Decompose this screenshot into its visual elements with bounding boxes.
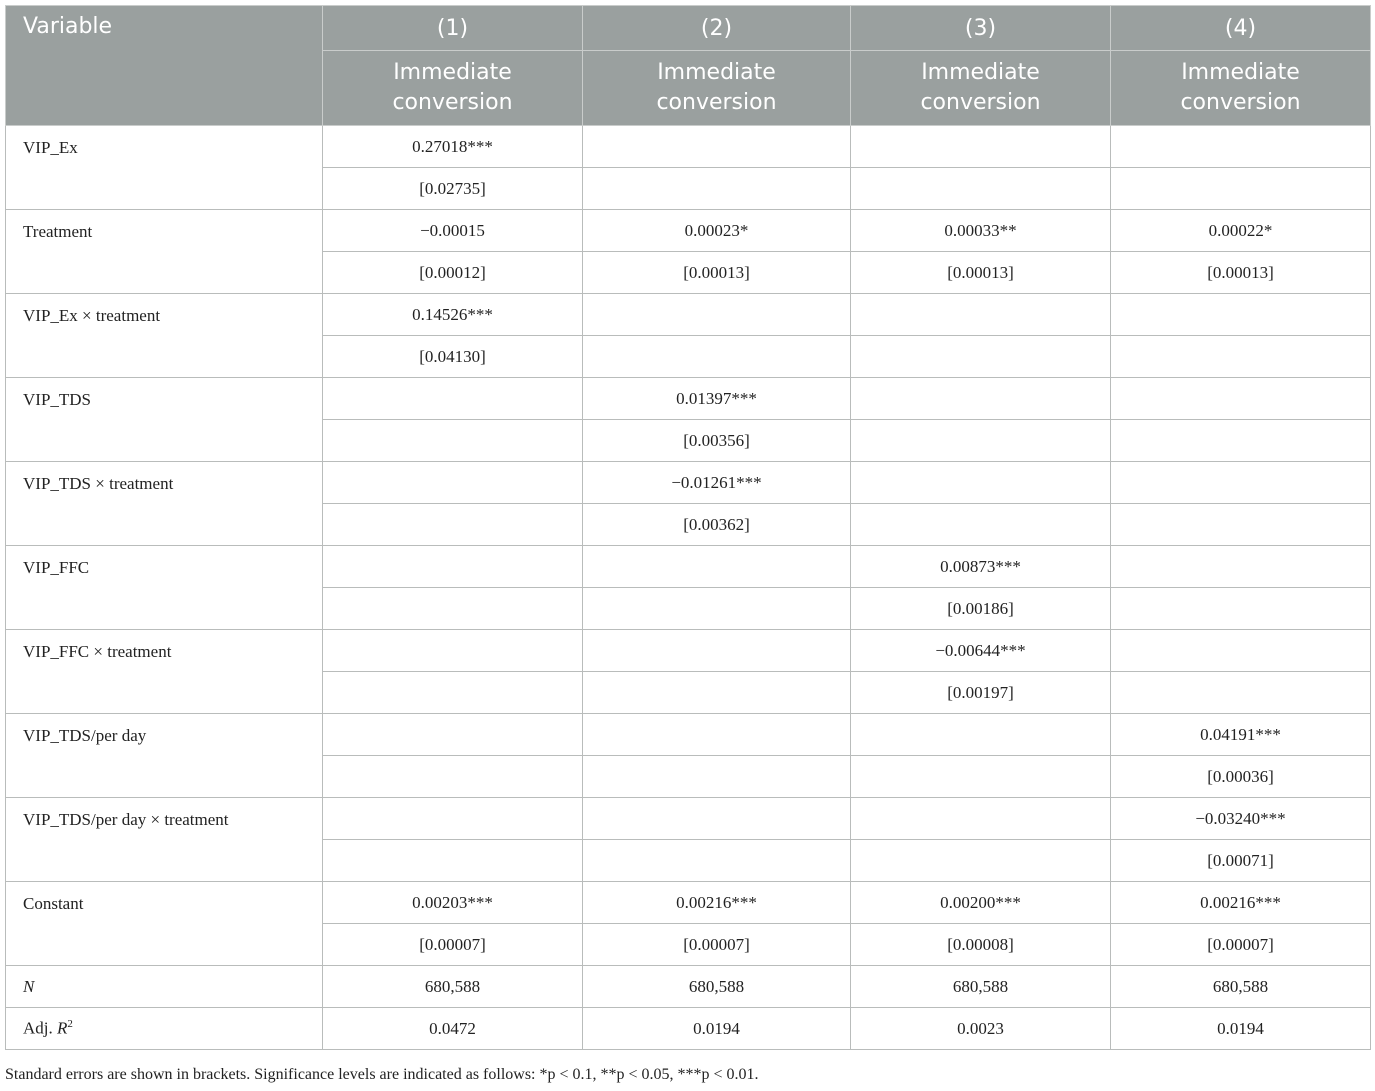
row-label: VIP_TDS × treatment xyxy=(6,462,323,546)
row-label-n: N xyxy=(6,966,323,1008)
se-cell xyxy=(1111,420,1371,462)
se-cell: [0.00197] xyxy=(851,672,1111,714)
header-col-1-line1: Immediate xyxy=(393,60,512,85)
se-cell xyxy=(583,336,851,378)
row-label: Treatment xyxy=(6,210,323,294)
se-cell: [0.00071] xyxy=(1111,840,1371,882)
coef-cell xyxy=(323,798,583,840)
row-label: VIP_FFC × treatment xyxy=(6,630,323,714)
se-cell: [0.04130] xyxy=(323,336,583,378)
row-label: VIP_TDS/per day xyxy=(6,714,323,798)
header-col-4-line1: Immediate xyxy=(1181,60,1300,85)
se-cell xyxy=(583,588,851,630)
se-cell: [0.00036] xyxy=(1111,756,1371,798)
se-cell: [0.00013] xyxy=(1111,252,1371,294)
row-label: VIP_TDS xyxy=(6,378,323,462)
se-cell xyxy=(323,420,583,462)
se-cell xyxy=(851,336,1111,378)
coef-cell xyxy=(851,126,1111,168)
row-label: VIP_TDS/per day × treatment xyxy=(6,798,323,882)
se-cell: [0.02735] xyxy=(323,168,583,210)
coef-cell xyxy=(1111,546,1371,588)
se-cell: [0.00362] xyxy=(583,504,851,546)
se-cell xyxy=(583,840,851,882)
table-row-coef xyxy=(6,462,1371,504)
coef-cell xyxy=(583,126,851,168)
coef-cell xyxy=(1111,630,1371,672)
header-col-2-line2: conversion xyxy=(656,90,777,115)
se-cell xyxy=(583,672,851,714)
coef-cell: 0.01397*** xyxy=(583,378,851,420)
r2-label-sup: 2 xyxy=(67,1018,73,1031)
header-col-3-line1: Immediate xyxy=(921,60,1040,85)
se-cell: [0.00186] xyxy=(851,588,1111,630)
se-cell xyxy=(583,756,851,798)
coef-cell xyxy=(583,798,851,840)
r2-cell: 0.0472 xyxy=(323,1008,583,1050)
header-col-2-num: (2) xyxy=(583,6,851,51)
r2-cell: 0.0023 xyxy=(851,1008,1111,1050)
se-cell xyxy=(851,420,1111,462)
se-cell xyxy=(1111,588,1371,630)
coef-cell xyxy=(323,378,583,420)
n-cell: 680,588 xyxy=(851,966,1111,1008)
coef-cell: −0.03240*** xyxy=(1111,798,1371,840)
se-cell: [0.00007] xyxy=(583,924,851,966)
coef-cell xyxy=(583,714,851,756)
row-label: VIP_Ex × treatment xyxy=(6,294,323,378)
header-col-4-line2: conversion xyxy=(1180,90,1301,115)
se-cell xyxy=(323,672,583,714)
se-cell: [0.00356] xyxy=(583,420,851,462)
coef-cell xyxy=(583,294,851,336)
r2-label-text: Adj. R xyxy=(23,1018,68,1038)
table-row-coef xyxy=(6,210,1371,252)
header-col-1-line2: conversion xyxy=(392,90,513,115)
table-row-r2 xyxy=(6,1008,1371,1050)
table-row-coef xyxy=(6,630,1371,672)
se-cell xyxy=(583,168,851,210)
table-row-n xyxy=(6,966,1371,1008)
se-cell xyxy=(323,588,583,630)
coef-cell xyxy=(851,378,1111,420)
coef-cell: 0.27018*** xyxy=(323,126,583,168)
header-variable: Variable xyxy=(6,6,323,126)
table-row-coef xyxy=(6,882,1371,924)
row-label-r2 xyxy=(6,1008,323,1050)
n-cell: 680,588 xyxy=(583,966,851,1008)
coef-cell: 0.00203*** xyxy=(323,882,583,924)
table-body xyxy=(6,126,1371,1050)
se-cell: [0.00007] xyxy=(1111,924,1371,966)
coef-cell xyxy=(851,462,1111,504)
table-row-coef xyxy=(6,294,1371,336)
se-cell: [0.00013] xyxy=(851,252,1111,294)
header-col-1-num: (1) xyxy=(323,6,583,51)
coef-cell xyxy=(583,630,851,672)
coef-cell xyxy=(1111,462,1371,504)
se-cell xyxy=(1111,672,1371,714)
coef-cell xyxy=(323,546,583,588)
se-cell xyxy=(851,840,1111,882)
coef-cell xyxy=(851,798,1111,840)
regression-table-container xyxy=(5,5,1370,1050)
coef-cell: −0.00644*** xyxy=(851,630,1111,672)
coef-cell: −0.01261*** xyxy=(583,462,851,504)
se-cell xyxy=(1111,168,1371,210)
se-cell xyxy=(1111,504,1371,546)
header-col-4-num: (4) xyxy=(1111,6,1371,51)
regression-table xyxy=(5,5,1371,1050)
table-row-coef xyxy=(6,798,1371,840)
se-cell xyxy=(1111,336,1371,378)
se-cell xyxy=(851,168,1111,210)
coef-cell: 0.04191*** xyxy=(1111,714,1371,756)
table-row-coef xyxy=(6,714,1371,756)
coef-cell xyxy=(1111,378,1371,420)
header-col-3-title xyxy=(851,51,1111,126)
se-cell xyxy=(323,504,583,546)
header-col-4-title xyxy=(1111,51,1371,126)
r2-cell: 0.0194 xyxy=(1111,1008,1371,1050)
se-cell xyxy=(851,504,1111,546)
coef-cell xyxy=(323,462,583,504)
table-row-coef xyxy=(6,546,1371,588)
n-cell: 680,588 xyxy=(1111,966,1371,1008)
coef-cell xyxy=(583,546,851,588)
coef-cell: 0.14526*** xyxy=(323,294,583,336)
coef-cell: 0.00022* xyxy=(1111,210,1371,252)
row-label: VIP_FFC xyxy=(6,546,323,630)
n-cell: 680,588 xyxy=(323,966,583,1008)
header-col-1-title xyxy=(323,51,583,126)
se-cell: [0.00012] xyxy=(323,252,583,294)
table-row-coef xyxy=(6,378,1371,420)
se-cell: [0.00007] xyxy=(323,924,583,966)
header-col-3-num: (3) xyxy=(851,6,1111,51)
se-cell: [0.00008] xyxy=(851,924,1111,966)
coef-cell: 0.00873*** xyxy=(851,546,1111,588)
se-cell xyxy=(323,840,583,882)
coef-cell xyxy=(1111,126,1371,168)
coef-cell xyxy=(851,294,1111,336)
header-col-3-line2: conversion xyxy=(920,90,1041,115)
coef-cell xyxy=(1111,294,1371,336)
table-row-coef xyxy=(6,126,1371,168)
row-label: VIP_Ex xyxy=(6,126,323,210)
coef-cell xyxy=(323,630,583,672)
se-cell xyxy=(851,756,1111,798)
se-cell xyxy=(323,756,583,798)
coef-cell: 0.00033** xyxy=(851,210,1111,252)
header-col-2-line1: Immediate xyxy=(657,60,776,85)
coef-cell: 0.00216*** xyxy=(1111,882,1371,924)
coef-cell: −0.00015 xyxy=(323,210,583,252)
header-col-2-title xyxy=(583,51,851,126)
se-cell: [0.00013] xyxy=(583,252,851,294)
row-label: Constant xyxy=(6,882,323,966)
coef-cell: 0.00200*** xyxy=(851,882,1111,924)
table-footnote: Standard errors are shown in brackets. Significance levels are indicated as follows: *p < 0.1, **p < 0.05, ***p < 0.01. xyxy=(5,1066,759,1083)
r2-cell: 0.0194 xyxy=(583,1008,851,1050)
coef-cell: 0.00216*** xyxy=(583,882,851,924)
coef-cell xyxy=(851,714,1111,756)
coef-cell xyxy=(323,714,583,756)
coef-cell: 0.00023* xyxy=(583,210,851,252)
